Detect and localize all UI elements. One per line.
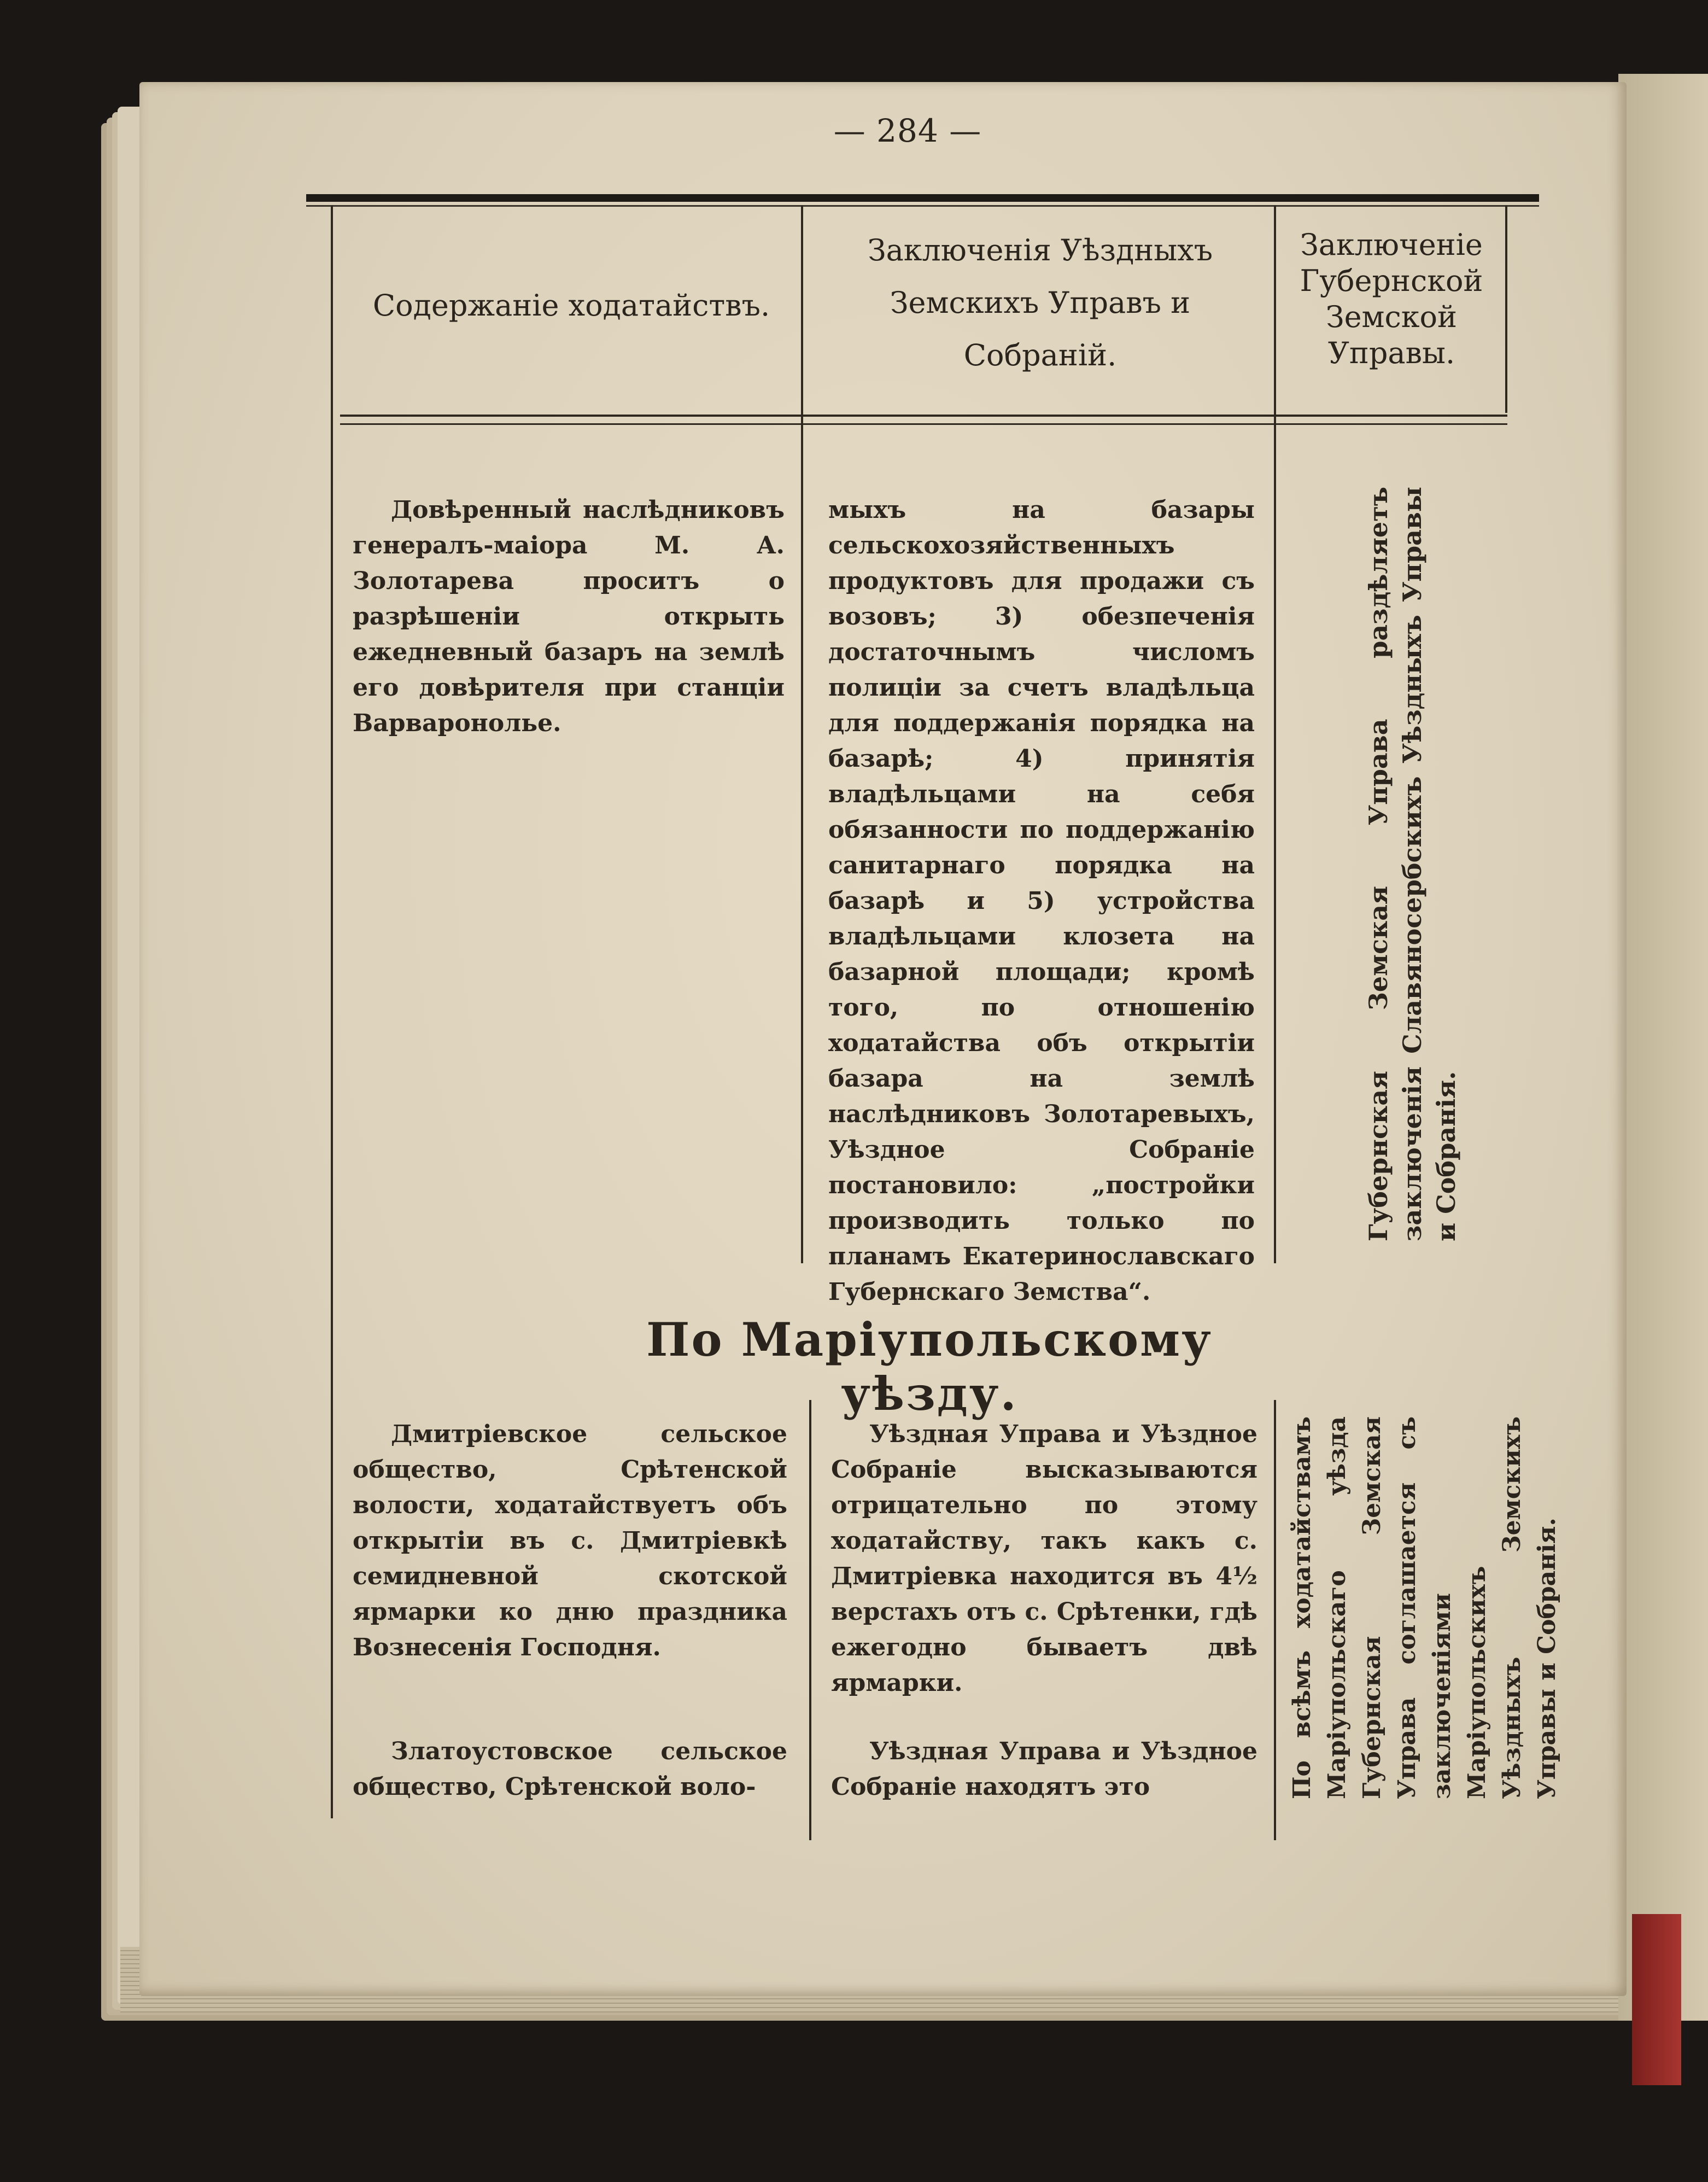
column-divider-1-lower [809,1400,811,1840]
header-petition-content: Содержаніе ходатайствъ. [372,288,770,323]
header-provincial-line-1: Заключеніе [1300,227,1483,262]
facing-page-edge [1618,74,1708,2021]
row1-provincial-conclusion: Губернская Земская Управа раздѣляетъ заключенія Славяносербскихъ Уѣздныхъ Управы и Собранія. [1364,487,1461,1241]
header-provincial-line-3: Земской [1325,300,1458,334]
header-provincial-conclusion [1279,227,1504,371]
header-provincial-line-4: Управы. [1327,336,1455,370]
header-bottom-rule [340,415,1507,417]
row2-district-conclusion-text-a: Уѣздная Управа и Уѣздное Собраніе высказываются отрицательно по этому ходатайству, такъ какъ с. Дмитріевка находится въ 4½ верстахъ отъ с. Срѣтенки, гдѣ ежегодно бываетъ двѣ ярмарки. [831,1420,1257,1697]
table-left-border [331,205,333,1818]
table-top-rule [306,194,1539,202]
header-district-line-3: Собраній. [963,338,1117,372]
row1-district-conclusion-text: мыхъ на базары сельскохозяйственныхъ продуктовъ для продажи съ возовъ; 3) обезпеченія достаточнымъ числомъ полиціи за счетъ владѣльца для поддержанія порядка на базарѣ; 4) принятія владѣльцами на себя обязанности по поддержанію санитарнаго порядка на базарѣ и 5) устройства владѣльцами клозета на базарной площади; кромѣ того, по отношенію ходатайства объ открытіи базара на землѣ наслѣдниковъ Золотаревыхъ, Уѣздное Собраніе постановило: „постройки производить только по планамъ Екатеринославскаго Губернскаго Земства“. [828,496,1255,1306]
page-number: — 284 — [833,112,982,149]
row2-provincial-conclusion: По всѣмъ ходатайствамъ Маріупольскаго уѣзда Губернская Земская Управа соглашается съ заключеніями Маріупольскихъ Уѣздныхъ Земскихъ Управы и Собранія. [1288,1416,1561,1799]
column-divider-2 [1274,205,1276,1263]
table-right-border [1505,205,1507,413]
table-top-thin-rule [306,205,1539,207]
row1-petition-text: Довѣренный наслѣдниковъ генералъ-маіора М. А. Золотарева проситъ о разрѣшеніи открыть ежедневный базаръ на землѣ его довѣрителя при станціи Варваронолье. [353,496,785,737]
row2-petition-text-a: Дмитріевское сельское общество, Срѣтенской волости, ходатайствуетъ объ открытіи въ с. Дмитріевкѣ семидневной скотской ярмарки ко дню праздника Вознесенія Господня. [353,1420,787,1661]
header-district-conclusions [809,224,1271,382]
row2-petition-text-b: Златоустовское сельское общество, Срѣтенской воло- [353,1737,787,1801]
section-title-mariupol: По Маріупольскому уѣзду. [646,1312,1213,1421]
header-provincial-line-2: Губернской [1300,264,1483,298]
row2-district-conclusion-text-b: Уѣздная Управа и Уѣздное Собраніе находятъ это [831,1737,1257,1801]
header-bottom-rule-2 [340,423,1507,425]
header-district-line-1: Заключенія Уѣздныхъ [867,233,1213,267]
column-divider-1 [801,205,803,1263]
bookmark-ribbon [1632,1914,1681,2085]
column-divider-2-lower [1274,1400,1276,1840]
header-district-line-2: Земскихъ Управъ и [890,285,1191,320]
